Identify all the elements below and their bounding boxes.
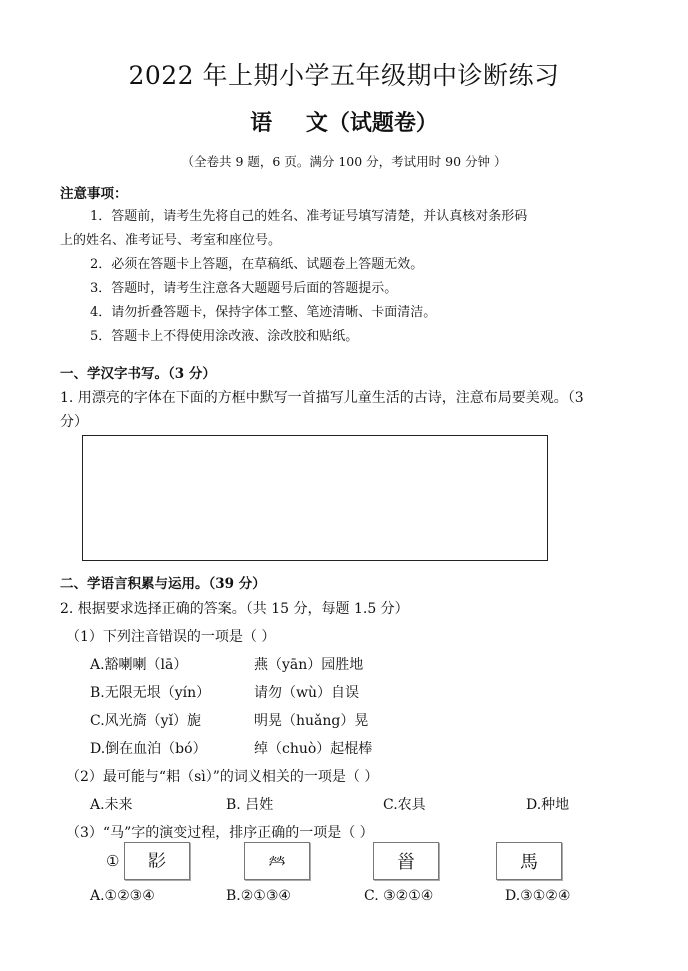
option-a: A.①②③④ [90,888,155,904]
question-1-cont: 分） [60,414,88,430]
option-b-2: 请勿（wù）自误 [254,685,359,701]
note-item: 1．答题前，请考生先将自己的姓名、准考证号填写清楚，并认真核对条形码 [90,209,528,224]
option-c: C.风光旖（yǐ）旎 [90,713,202,729]
exam-meta: （全卷共 9 题，6 页。满分 100 分，考试用时 90 分钟 ） [181,154,507,169]
circled-number-marker: ① [106,852,120,870]
question-2: 2. 根据要求选择正确的答案。（共 15 分，每题 1.5 分） [60,601,409,617]
ancient-ma-glyph-4 [496,842,562,880]
ancient-ma-glyph-3 [373,842,439,880]
option-b: B.无限无垠（yín） [90,685,211,701]
glyph-text: 馬 [520,852,538,873]
note-item: 5．答题卡上不得使用涂改液、涂改胶和贴纸。 [90,329,359,344]
writing-box[interactable] [82,435,548,561]
option-c-2: 明晃（huǎng）晃 [254,713,369,729]
note-item: 2．必须在答题卡上答题，在草稿纸、试题卷上答题无效。 [90,257,424,272]
option-d: D.倒在血泊（bó） [90,741,207,757]
option-c: C.农具 [383,797,426,813]
note-item: 3．答题时，请考生注意各大题题号后面的答题提示。 [90,281,398,296]
option-b: B.②①③④ [226,888,291,904]
section2-heading: 二、学语言积累与运用。（39 分） [60,576,266,592]
option-d: D.种地 [526,797,570,813]
option-a: A.豁喇喇（lā） [90,657,188,673]
option-a: A.未来 [90,797,133,813]
question-1: 1. 用漂亮的字体在下面的方框中默写一首描写儿童生活的古诗，注意布局要美观。（3 [60,390,584,406]
option-d-2: 绰（chuò）起棍棒 [254,741,373,757]
note-item: 上的姓名、准考证号、考室和座位号。 [60,233,282,248]
option-a-2: 燕（yān）园胜地 [254,657,364,673]
ancient-ma-glyph-1 [124,842,190,880]
page-subtitle: 语 文（试题卷） [250,110,438,136]
sub-question-2: （2）最可能与“耜（sì）”的词义相关的一项是（ ） [66,769,379,785]
glyph-text: 𤇾 [268,852,286,873]
sub-question-1: （1）下列注音错误的一项是（ ） [66,629,276,645]
option-d: D.③①②④ [505,888,571,904]
glyph-text: 𩠐 [397,852,415,873]
option-c: C. ③②①④ [364,888,434,904]
sub-question-3: （3）“马”字的演变过程，排序正确的一项是（ ） [66,825,374,841]
section1-heading: 一、学汉字书写。（3 分） [60,366,216,382]
option-b: B. 吕姓 [226,797,274,813]
glyph-text: 𢒠 [148,851,166,872]
note-item: 4．请勿折叠答题卡，保持字体工整、笔迹清晰、卡面清洁。 [90,305,437,320]
ancient-ma-glyph-2 [244,842,310,880]
page-title: 2022 年上期小学五年级期中诊断练习 [128,61,560,90]
notes-heading: 注意事项： [60,186,128,202]
